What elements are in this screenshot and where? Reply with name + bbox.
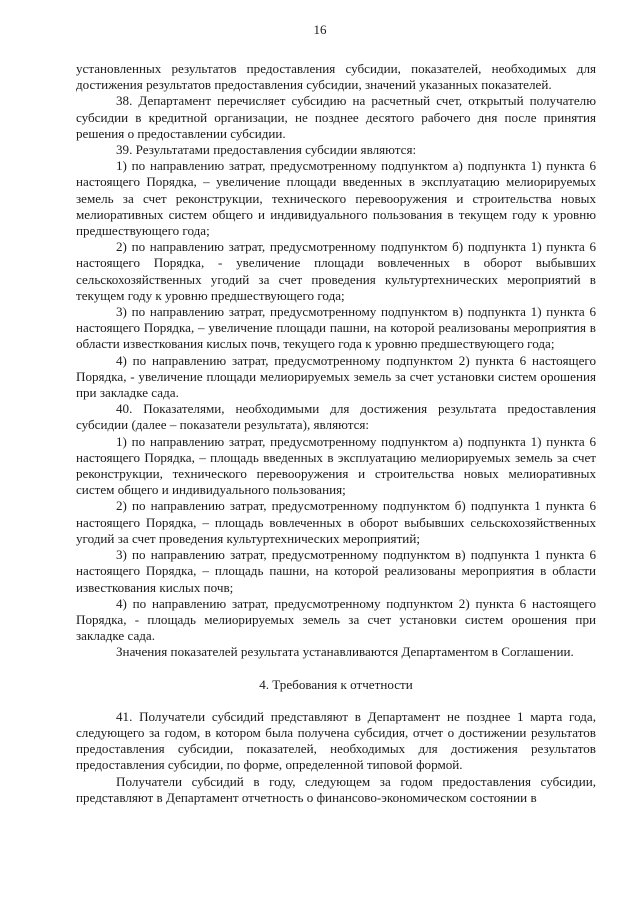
paragraph-item-40-4: 4) по направлению затрат, предусмотренному подпунктом 2) пункта 6 настоящего Порядка, - площадь мелиорируемых земель за счет установки систем орошения при закладке сада. bbox=[76, 595, 596, 644]
paragraph-item-39-2: 2) по направлению затрат, предусмотренному подпунктом б) подпункта 1) пункта 6 настоящего Порядка, - увеличение площади вовлеченных в оборот выбывших сельскохозяйственных угодий за счет проведения культуртехнических мероприятий в текущем году к уровню предшествующего года; bbox=[76, 239, 596, 303]
paragraph-item-39-4: 4) по направлению затрат, предусмотренному подпунктом 2) пункта 6 настоящего Порядка, - увеличение площади мелиорируемых земель за счет установки систем орошения при закладке сада. bbox=[76, 352, 596, 401]
section-heading: 4. Требования к отчетности bbox=[259, 676, 413, 692]
paragraph-item-40-1: 1) по направлению затрат, предусмотренному подпунктом а) подпункта 1) пункта 6 настоящего Порядка, – площадь введенных в эксплуатацию мелиорируемых земель за счет реконструкции, технического перевооружения и строительства новых мелиоративных систем общего и индивидуального пользования; bbox=[76, 433, 596, 498]
paragraph-continuation: установленных результатов предоставления субсидии, показателей, необходимых для достижения результатов предоставления субсидии, значений указанных показателей. bbox=[76, 61, 596, 93]
paragraph-item-40: 40. Показателями, необходимыми для достижения результата предоставления субсидии (далее – показатели результата), являются: bbox=[76, 401, 596, 433]
paragraph-indicator-values: Значения показателей результата устанавливаются Департаментом в Соглашении. bbox=[116, 644, 574, 660]
paragraph-item-40-2: 2) по направлению затрат, предусмотренному подпунктом б) подпункта 1 пункта 6 настоящего Порядка, – площадь вовлеченных в оборот выбывших сельскохозяйственных угодий за счет проведения культуртехнических мероприятий; bbox=[76, 498, 596, 546]
paragraph-item-39-3: 3) по направлению затрат, предусмотренному подпунктом в) подпункта 1) пункта 6 настоящего Порядка, – увеличение площади пашни, на которой реализованы мероприятия в области известкования кислых почв, текущего года к уровню предшествующего года; bbox=[76, 304, 596, 352]
paragraph-item-39: 39. Результатами предоставления субсидии являются: bbox=[116, 142, 417, 158]
paragraph-item-41: 41. Получатели субсидий представляют в Департамент не позднее 1 марта года, следующего за годом, в котором была получена субсидия, отчет о достижении результатов предоставления субсидии, показателей, необходимых для достижения результатов предоставления субсидии, по форме, определенной типовой формой. bbox=[76, 708, 596, 773]
page-number: 16 bbox=[313, 22, 327, 37]
paragraph-reporting: Получатели субсидий в году, следующем за годом предоставления субсидии, представляют в Департамент отчетность о финансово-экономическом состоянии в bbox=[76, 773, 596, 805]
paragraph-item-40-3: 3) по направлению затрат, предусмотренному подпунктом в) подпункта 1 пункта 6 настоящего Порядка, – площадь пашни, на которой реализованы мероприятия в области известкования кислых почв; bbox=[76, 547, 596, 595]
paragraph-item-39-1: 1) по направлению затрат, предусмотренному подпунктом а) подпункта 1) пункта 6 настоящего Порядка, – увеличение площади введенных в эксплуатацию мелиорируемых земель за счет реконструкции, технического перевооружения и строительства новых мелиоративных систем общего и индивидуального пользования в текущем году к уровню предшествующего года; bbox=[76, 158, 596, 239]
paragraph-item-38: 38. Департамент перечисляет субсидию на расчетный счет, открытый получателю субсидии в кредитной организации, не позднее десятого рабочего дня после принятия решения о предоставлении субсидии. bbox=[76, 93, 596, 141]
document-body bbox=[76, 61, 596, 806]
